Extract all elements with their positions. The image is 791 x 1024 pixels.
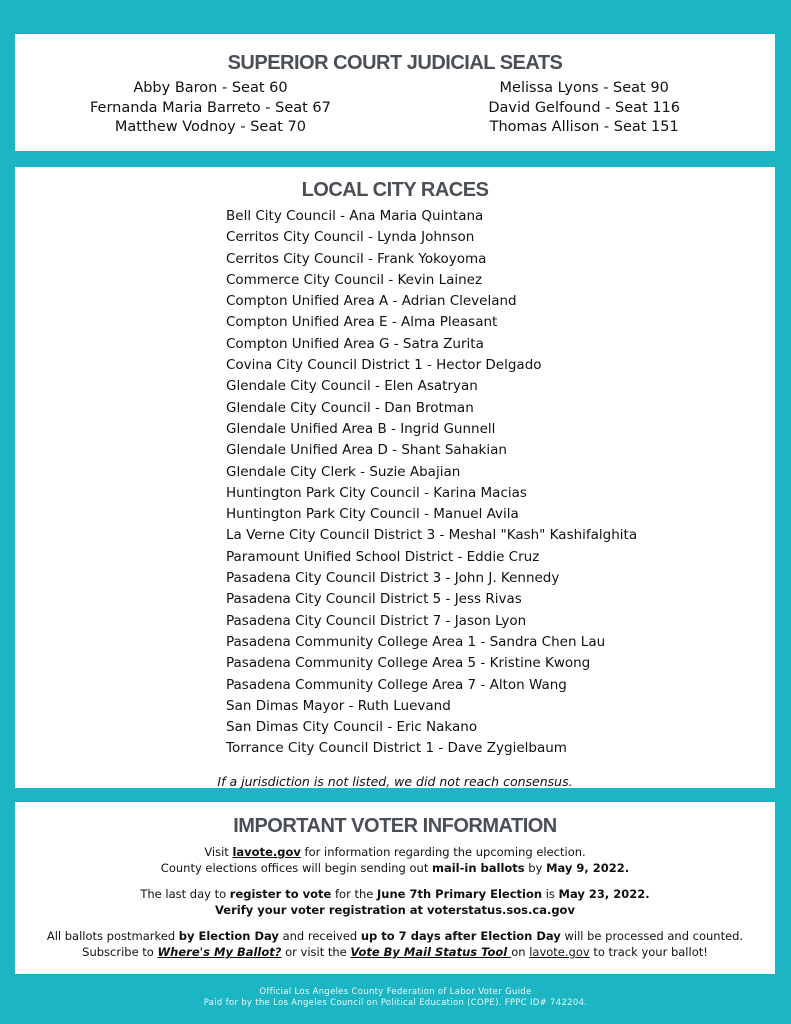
judicial-seat: Fernanda Maria Barreto - Seat 67 (90, 99, 331, 116)
judicial-seats-right-column (488, 79, 680, 138)
race-item: Compton Unified Area A - Adrian Cleveland (226, 293, 517, 310)
text: for the (331, 887, 377, 901)
judicial-seat: Abby Baron - Seat 60 (133, 80, 288, 96)
subscribe-line (15, 944, 775, 960)
race-item: Glendale Unified Area B - Ingrid Gunnell (226, 420, 496, 437)
election-info-block (15, 844, 775, 876)
mail-in-ballots-text: mail-in ballots (432, 861, 525, 875)
judicial-seat: Thomas Allison - Seat 151 (489, 119, 679, 135)
register-date: May 23, 2022. (558, 887, 650, 901)
text: for information regarding the upcoming election. (300, 845, 586, 859)
local-races-heading: LOCAL CITY RACES (301, 179, 489, 201)
race-item: Covina City Council District 1 - Hector Delgado (226, 357, 542, 374)
vote-by-mail-status-link[interactable]: Vote By Mail Status Tool (350, 945, 512, 959)
race-item: Compton Unified Area G - Satra Zurita (226, 335, 484, 352)
footer (0, 987, 791, 1009)
race-item: Pasadena City Council District 7 - Jason Lyon (226, 612, 527, 629)
text: to track your ballot! (589, 945, 708, 959)
text: All ballots postmarked (46, 929, 179, 943)
race-item: San Dimas Mayor - Ruth Luevand (226, 697, 451, 714)
ballots-line (15, 928, 775, 944)
race-item: Glendale City Council - Dan Brotman (226, 399, 474, 416)
race-item: Paramount Unified School District - Eddie Cruz (226, 548, 540, 565)
judicial-seats-panel (15, 34, 775, 151)
election-day-text: by Election Day (178, 929, 279, 943)
text: on (511, 945, 530, 959)
lavote-link[interactable]: lavote.gov (232, 845, 301, 859)
local-races-panel (15, 167, 775, 788)
text: Subscribe to (82, 945, 158, 959)
judicial-seats-list (15, 79, 775, 138)
mail-line (15, 860, 775, 876)
footer-line-2: Paid for by the Los Angeles Council on Political Education (COPE). FPPC ID# 742204. (203, 998, 588, 1008)
mail-date: May 9, 2022. (546, 861, 630, 875)
race-item: Pasadena Community College Area 5 - Kristine Kwong (226, 655, 591, 672)
judicial-seat: Matthew Vodnoy - Seat 70 (114, 119, 306, 135)
lavote-link[interactable]: lavote.gov (529, 945, 590, 959)
seven-days-text: up to 7 days after Election Day (360, 929, 561, 943)
wheres-my-ballot-link[interactable]: Where's My Ballot? (157, 945, 282, 959)
footer-line-1: Official Los Angeles County Federation of Labor Voter Guide (259, 987, 532, 997)
visit-line (15, 844, 775, 860)
verify-line: Verify your voter registration at voterstatus.sos.ca.gov (215, 903, 575, 917)
text: or visit the (281, 945, 351, 959)
race-item: Glendale Unified Area D - Shant Sahakian (226, 442, 507, 459)
race-item: Glendale City Clerk - Suzie Abajian (226, 463, 461, 480)
register-text: register to vote (229, 887, 332, 901)
race-item: Commerce City Council - Kevin Lainez (226, 271, 483, 288)
text: Visit (204, 845, 233, 859)
race-item: Pasadena City Council District 3 - John J. Kennedy (226, 570, 560, 587)
race-item: Huntington Park City Council - Karina Macias (226, 484, 527, 501)
registration-block (15, 886, 775, 918)
race-item: Torrance City Council District 1 - Dave Zygielbaum (226, 740, 567, 757)
race-item: Glendale City Council - Elen Asatryan (226, 378, 478, 395)
race-item: Pasadena Community College Area 1 - Sandra Chen Lau (226, 633, 606, 650)
race-item: Huntington Park City Council - Manuel Avila (226, 506, 519, 523)
judicial-seat: David Gelfound - Seat 116 (488, 99, 680, 116)
judicial-seat: Melissa Lyons - Seat 90 (499, 80, 669, 96)
text: will be processed and counted. (560, 929, 744, 943)
race-item: La Verne City Council District 3 - Meshal "Kash" Kashifalghita (226, 527, 638, 544)
race-item: Pasadena Community College Area 7 - Alton Wang (226, 676, 567, 693)
election-name: June 7th Primary Election (377, 887, 543, 901)
voter-info-panel (15, 802, 775, 974)
judicial-seats-heading: SUPERIOR COURT JUDICIAL SEATS (227, 52, 563, 74)
ballot-block (15, 928, 775, 960)
text: is (542, 887, 559, 901)
voter-info-body (15, 844, 775, 960)
race-item: Cerritos City Council - Frank Yokoyoma (226, 250, 487, 267)
text: by (524, 861, 547, 875)
race-item: Cerritos City Council - Lynda Johnson (226, 229, 475, 246)
register-line (15, 886, 775, 902)
text: County elections offices will begin sending out (160, 861, 432, 875)
race-item: Pasadena City Council District 5 - Jess Rivas (226, 591, 522, 608)
voter-info-heading: IMPORTANT VOTER INFORMATION (233, 815, 557, 837)
text: and received (278, 929, 361, 943)
race-item: San Dimas City Council - Eric Nakano (226, 719, 478, 736)
judicial-seats-left-column (90, 79, 331, 138)
local-races-list (226, 206, 775, 760)
race-item: Compton Unified Area E - Alma Pleasant (226, 314, 498, 331)
consensus-note: If a jurisdiction is not listed, we did not reach consensus. (217, 773, 573, 789)
text: The last day to (140, 887, 230, 901)
race-item: Bell City Council - Ana Maria Quintana (226, 208, 484, 224)
